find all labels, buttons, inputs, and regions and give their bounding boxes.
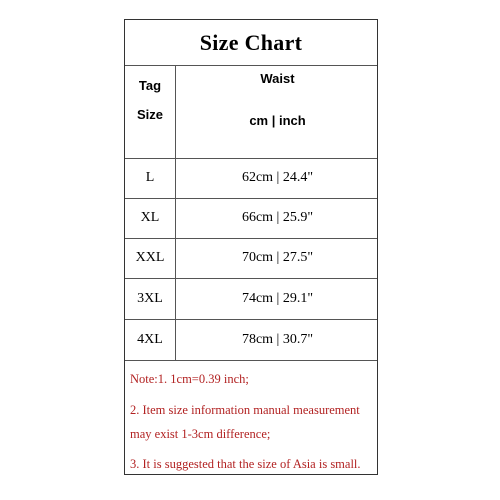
size-cell: 3XL [137, 290, 163, 306]
size-chart-table [124, 19, 378, 475]
size-cell: XXL [135, 250, 165, 265]
size-cell: L [145, 170, 155, 185]
divider [125, 65, 377, 66]
waist-cell: 70cm | 27.5" [241, 250, 314, 265]
note-line-2: 2. Item size information manual measurement [130, 403, 360, 417]
waist-cell: 62cm | 24.4" [241, 170, 314, 185]
waist-cell: 74cm | 29.1" [241, 290, 314, 306]
note-line-4: 3. It is suggested that the size of Asia is small. [130, 457, 361, 471]
waist-cell: 78cm | 30.7" [241, 331, 314, 347]
note-line-1: Note:1. 1cm=0.39 inch; [130, 372, 249, 386]
waist-cell: 66cm | 25.9" [241, 210, 314, 225]
size-cell: 4XL [137, 331, 163, 347]
tag-header-line1: Tag [138, 78, 162, 93]
waist-header-line2: cm | inch [249, 113, 306, 128]
chart-title: Size Chart [199, 29, 303, 55]
divider [125, 360, 377, 361]
waist-header-line1: Waist [260, 71, 295, 86]
note-line-3: may exist 1-3cm difference; [130, 427, 271, 441]
size-cell: XL [140, 210, 160, 225]
tag-header-line2: Size [136, 107, 163, 122]
